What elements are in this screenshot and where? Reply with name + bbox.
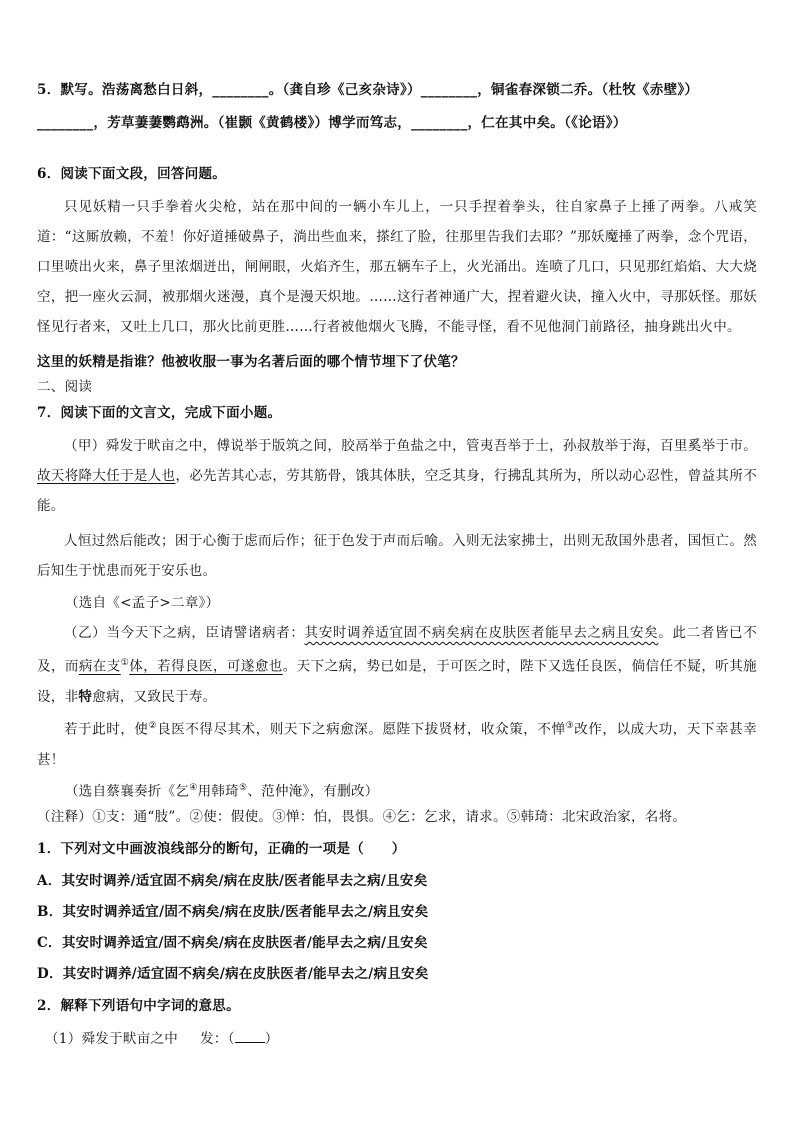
yi-p2-a: 若于此时，使 bbox=[64, 721, 149, 738]
yi-p1-start: （乙）当今天下之病，臣请譬诸病者： bbox=[64, 625, 305, 641]
sub2-item1-close: ） bbox=[264, 1031, 279, 1047]
yi-paragraph-2 bbox=[37, 711, 757, 775]
q6-title: 6．阅读下面文段，回答问题。 bbox=[37, 166, 227, 182]
sub2-item1-word: 发：（ bbox=[200, 1031, 235, 1047]
note-marker-2: ② bbox=[148, 721, 158, 731]
note-marker-1: ① bbox=[120, 658, 130, 668]
note-marker-5: ⑤ bbox=[238, 783, 248, 793]
sub1-option-d[interactable]: D．其安时调养/适宜固不病矣/病在皮肤医者/能早去之/病且安矣 bbox=[37, 966, 429, 982]
notes: （注释）①支：通“肢”。②使：假使。③惮：怕，畏惧。④乞：乞求，请求。⑤韩琦：北宋政治家，名将。 bbox=[37, 809, 687, 825]
jia-p1-start: （甲）舜发于畎亩之中，傅说举于版筑之间，胶鬲举于鱼盐之中，管夷吾举于士，孙叔敖举于海，百里奚举于市。 bbox=[64, 438, 757, 454]
sub2-item-1 bbox=[45, 1028, 764, 1049]
q6-passage: 只见妖精一只手拳着火尖枪，站在那中间的一辆小车儿上，一只手捏着拳头，往自家鼻子上捶了两拳。八戒笑道：“这厮放赖，不羞！你好道捶破鼻子，淌出些血来，搽红了脸，往那里告我们去耶？”那妖魔捶了两拳，念个咒语，口里喷出火来，鼻子里浓烟迸出，闸闸眼，火焰齐生，那五辆车子上，火光涌出。连喷了几口，只见那红焰焰、大大烧空，把一座火云洞，被那烟火迷漫，真个是漫天炽地。……这行者神通广大，捏着避火诀，撞入火中，寻那妖怪。那妖怪见行者来，又吐上几口，那火比前更胜……行者被他烟火飞腾，不能寻怪，看不见他洞门前路径，抽身跳出火中。 bbox=[37, 199, 757, 335]
sub1-question: 1．下列对文中画波浪线部分的断句，正确的一项是（ ） bbox=[37, 841, 406, 857]
yi-p1-underlined-a: 病在支 bbox=[78, 658, 121, 675]
yi-source-b: 用韩琦 bbox=[197, 783, 239, 800]
sub2-question: 2．解释下列语句中字词的意思。 bbox=[37, 998, 240, 1014]
q5-line-1: 5．默写。浩荡离愁白日斜，________。（龚自珍《己亥杂诗》）________，铜雀春深锁二乔。（杜牧《赤壁》） bbox=[37, 82, 699, 98]
yi-p1-underlined-b: 体，若得良医，可遂愈也 bbox=[129, 658, 283, 675]
yi-p2-c: 改作，以成大功，天下幸甚幸甚！ bbox=[37, 721, 757, 768]
q6-question: 这里的妖精是指谁？他被收服一事为名著后面的哪个情节埋下了伏笔？ bbox=[37, 354, 465, 370]
sub1-option-b[interactable]: B．其安时调养适宜/固不病矣/病在皮肤/医者能早去之/病且安矣 bbox=[37, 904, 429, 920]
yi-source-a: （选自蔡襄奏折《乞 bbox=[65, 783, 190, 800]
answer-blank[interactable] bbox=[235, 1028, 265, 1043]
yi-p1-end: 愈病，又致民于寿。 bbox=[92, 688, 217, 705]
yi-p1-mid: 。此二者皆已不及，而 bbox=[37, 625, 757, 675]
yi-p1-rest: 。天下之病，势已如是，于可医之时，陛下又选任良医，倘信任不疑，听其施设，非 bbox=[37, 658, 757, 705]
jia-p1-rest: ，必先苦其心志，劳其筋骨，饿其体肤，空乏其身，行拂乱其所为，所以动心忍性，曾益其所不能。 bbox=[37, 468, 757, 514]
q7-title: 7．阅读下面的文言文，完成下面小题。 bbox=[37, 405, 282, 421]
yi-source bbox=[65, 778, 764, 802]
yi-p1-dotted-word: 特 bbox=[78, 688, 93, 705]
note-marker-4: ④ bbox=[189, 783, 198, 793]
sub1-option-a[interactable]: A．其安时调养/适宜固不病矣/病在皮肤/医者能早去之病/且安矣 bbox=[37, 873, 428, 889]
sub1-option-c[interactable]: C．其安时调养适宜/固不病矣/病在皮肤医者/能早去之病/且安矣 bbox=[37, 935, 428, 951]
sub2-item1-label: （1）舜发于畎亩之中 bbox=[45, 1031, 179, 1047]
q5-line-2: ________，芳草萋萋鹦鹉洲。（崔颢《黄鹤楼》）博学而笃志，________，仁在其中矣。（《论语》） bbox=[37, 115, 627, 131]
jia-source: （选自《<孟子>二章》） bbox=[65, 595, 220, 611]
yi-paragraph-1 bbox=[37, 618, 757, 712]
yi-p1-wavy-sentence: 其安时调养适宜固不病矣病在皮肤医者能早去之病且安矣 bbox=[304, 625, 659, 641]
yi-p2-b: 良医不得尽其术，则天下之病愈深。愿陛下拔贤材，收众策，不惮 bbox=[157, 721, 566, 738]
section-heading: 二、阅读 bbox=[37, 379, 93, 395]
jia-p1-underlined: 故天将降大任于是人也 bbox=[37, 468, 176, 484]
jia-paragraph-1 bbox=[37, 431, 757, 521]
yi-source-c: 、范仲淹》，有删改） bbox=[247, 783, 379, 800]
note-marker-3: ③ bbox=[565, 721, 575, 731]
jia-paragraph-2: 人恒过然后能改；困于心衡于虑而后作；征于色发于声而后喻。入则无法家拂士，出则无敌国外患者，国恒亡。然后知生于忧患而死于安乐也。 bbox=[37, 533, 757, 579]
